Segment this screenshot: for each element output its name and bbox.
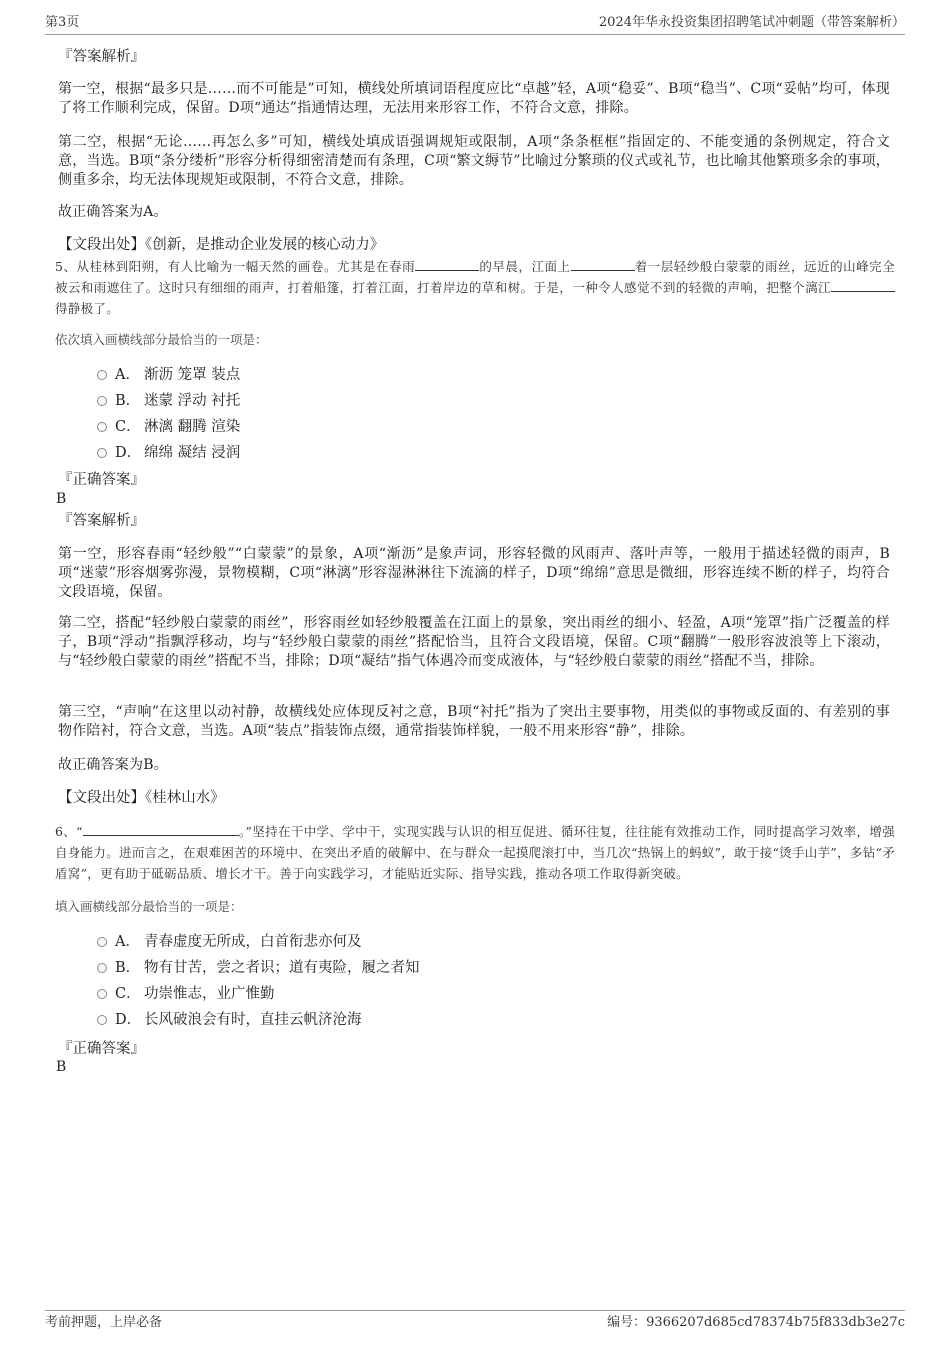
option-letter: A． <box>115 367 140 383</box>
option-text: 功崇惟志，业广惟勤 <box>144 986 275 1002</box>
q5-analysis-p2: 第二空，搭配“轻纱般白蒙蒙的雨丝”，形容雨丝如轻纱般覆盖在江面上的景象，突出雨丝的细小、轻盈，A项“笼罩”指广泛覆盖的样子，B项“浮动”指飘浮移动，均与“轻纱般白蒙蒙的雨丝”搭配恰当，且符合文段语境，保留。C项“翻腾”一般形容波浪等上下滚动，与“轻纱般白蒙蒙的雨丝”搭配不当，排除；D项“凝结”指气体遇冷而变成液体，与“轻纱般白蒙蒙的雨丝”搭配不当，排除。 <box>58 615 890 669</box>
q4-analysis-p2: 第二空，根据“无论……再怎么多”可知，横线处填成语强调规矩或限制，A项“条条框框”指固定的、不能变通的条例规定，符合文意，当选。B项“条分缕析”形容分析得细密清楚而有条理，C项“繁文缛节”比喻过分繁琐的仪式或礼节，也比喻其他繁琐多余的事项，侧重多余，均无法体现规矩或限制，不符合文意，排除。 <box>58 134 890 188</box>
q5-analysis-p1: 第一空，形容春雨“轻纱般”“白蒙蒙”的景象，A项“渐沥”是象声词，形容轻微的风雨声、落叶声等，一般用于描述轻微的雨声，B项“迷蒙”形容烟雾弥漫，景物模糊，C项“淋漓”形容湿淋淋往下流滴的样子，D项“绵绵”意思是微细，形容连续不断的样子，均符合文段语境，保留。 <box>58 546 890 600</box>
page-footer <box>45 1310 905 1333</box>
q6-answer-title: 『正确答案』 <box>58 1041 145 1057</box>
page-header <box>45 14 905 35</box>
option-letter: B． <box>115 960 141 976</box>
page-number: 第3页 <box>45 15 80 30</box>
option-letter: C． <box>115 986 141 1002</box>
q6-question-text: 6、“ 。”坚持在干中学、学中干，实现实践与认识的相互促进、循环往复，往往能有效推动工作，同时提高学习效率，增强自身能力。进而言之，在艰难困苦的环境中、在突出矛盾的破解中、在与群众一起摸爬滚打中，当几次“热锅上的蚂蚁”，敢于接“烫手山芋”，多钻“矛盾窝”，更有助于砥砺品质、增长才干。善于向实践学习，才能贴近实际、指导实践，推动各项工作取得新突破。 <box>55 824 895 881</box>
radio-button-icon[interactable] <box>97 396 107 406</box>
document-title: 2024年华永投资集团招聘笔试冲刺题（带答案解析） <box>598 15 905 30</box>
option-text: 物有甘苦，尝之者识；道有夷险，履之者知 <box>144 960 420 976</box>
q5-conclusion: 故正确答案为B。 <box>58 757 168 773</box>
q5-blank-3 <box>831 278 895 292</box>
q5-blank-1 <box>415 257 479 271</box>
radio-button-icon[interactable] <box>97 1015 107 1025</box>
q5-blank-2 <box>571 257 635 271</box>
q5-analysis-p3: 第三空，“声响”在这里以动衬静，故横线处应体现反衬之意，B项“衬托”指为了突出主要事物，用类似的事物或反面的、有差别的事物作陪衬，符合文意，当选。A项“装点”指装饰点缀，通常指装饰样貌，一般不用来形容“静”，排除。 <box>58 704 890 739</box>
option-letter: A． <box>115 934 140 950</box>
q6-blank <box>83 822 239 836</box>
option-text: 绵绵 凝结 浸润 <box>144 445 241 461</box>
radio-button-icon[interactable] <box>97 937 107 947</box>
q5-prompt: 依次填入画横线部分最恰当的一项是： <box>55 332 268 347</box>
q4-conclusion: 故正确答案为A。 <box>58 204 168 220</box>
option-letter: B． <box>115 393 141 409</box>
q6-answer: B <box>56 1059 67 1075</box>
document-id: 编号：9366207d685cd78374b75f833db3e27c <box>607 1315 905 1330</box>
q4-source: 【文段出处】《创新，是推动企业发展的核心动力》 <box>58 237 385 253</box>
q5-analysis-title: 『答案解析』 <box>58 513 145 529</box>
q4-analysis-p1: 第一空，根据“最多只是……而不可能是”可知，横线处所填词语程度应比“卓越”轻，A项“稳妥”、B项“稳当”、C项“妥帖”均可，体现了将工作顺利完成，保留。D项“通达”指通情达理，无法用来形容工作，不符合文意，排除。 <box>58 81 890 116</box>
option-text: 青春虚度无所成，白首衔悲亦何及 <box>144 934 362 950</box>
option-text: 渐沥 笼罩 装点 <box>144 367 241 383</box>
radio-button-icon[interactable] <box>97 989 107 999</box>
q5-answer-title: 『正确答案』 <box>58 472 145 488</box>
q5-question-text: 5、从桂林到阳朔，有人比喻为一幅天然的画卷。尤其是在春雨 的早晨，江面上 着一层轻纱般白蒙蒙的雨丝，远近的山峰完全被云和雨遮住了。这时只有细细的雨声，打着船篷，打着江面，打着岸边的草和树。于是，一种令人感觉不到的轻微的声响，把整个漓江得静极了。 <box>55 259 895 316</box>
q5-source: 【文段出处】《桂林山水》 <box>58 790 225 806</box>
option-letter: D． <box>115 1012 142 1028</box>
option-letter: C． <box>115 419 141 435</box>
option-text: 长风破浪会有时，直挂云帆济沧海 <box>144 1012 362 1028</box>
q6-prompt: 填入画横线部分最恰当的一项是： <box>55 899 243 914</box>
option-text: 迷蒙 浮动 衬托 <box>144 393 241 409</box>
footer-slogan: 考前押题，上岸必备 <box>45 1315 163 1330</box>
option-letter: D． <box>115 445 142 461</box>
radio-button-icon[interactable] <box>97 370 107 380</box>
radio-button-icon[interactable] <box>97 963 107 973</box>
radio-button-icon[interactable] <box>97 422 107 432</box>
option-text: 淋漓 翻腾 渲染 <box>144 419 241 435</box>
q4-analysis-title: 『答案解析』 <box>58 49 145 65</box>
radio-button-icon[interactable] <box>97 448 107 458</box>
q5-answer: B <box>56 491 67 507</box>
